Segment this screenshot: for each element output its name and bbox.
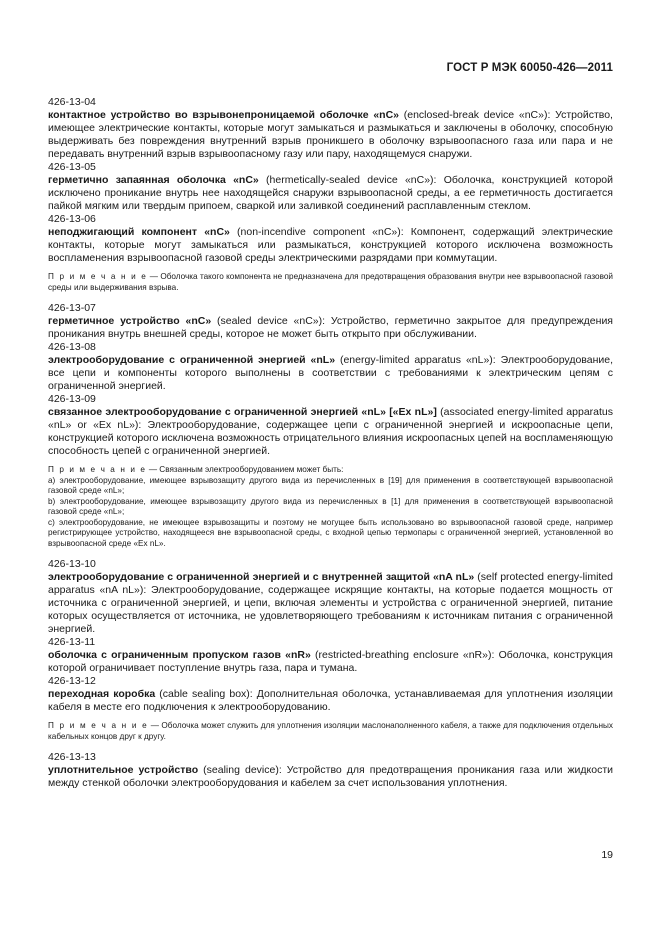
entry-426-13-05 (48, 161, 613, 213)
entry-term: герметично запаянная оболочка «nC» (48, 174, 259, 186)
entry-text: (non-incendive component «nC»): Компонент, содержащий электрические контакты, которые могут замыкаться или размыкаться, конструкцией которого исключена возможность воспламенения взрывоопасной газовой среды электрическими разрядами при коммутации. (48, 226, 613, 264)
entry-426-13-04 (48, 96, 613, 161)
entry-426-13-06 (48, 213, 613, 265)
entry-term: неподжигающий компонент «nC» (48, 226, 230, 238)
entry-code: 426-13-06 (48, 213, 96, 225)
entry-426-13-11 (48, 636, 613, 675)
entry-426-13-09 (48, 393, 613, 458)
note-label: П р и м е ч а н и е (48, 721, 149, 730)
entry-definition (48, 315, 613, 341)
note-label: П р и м е ч а н и е (48, 465, 147, 474)
entry-426-13-12 (48, 675, 613, 714)
entry-term: герметичное устройство «nC» (48, 315, 212, 327)
entry-code: 426-13-11 (48, 636, 96, 648)
entry-definition (48, 226, 613, 265)
entry-code: 426-13-10 (48, 558, 96, 570)
note-text: — Оболочка такого компонента не предназначена для предотвращения образования внутри нее взрывоопасной газовой среды или выдерживания взрыва. (48, 272, 613, 292)
entry-text: (sealing device): Устройство для предотвращения проникания газа или жидкости между стенкой оболочки электрооборудования и кабелем за счет использования уплотнения. (48, 764, 613, 789)
standard-header: ГОСТ Р МЭК 60050-426—2011 (446, 62, 613, 74)
note-label: П р и м е ч а н и е (48, 272, 148, 281)
entry-text: (energy-limited apparatus «nL»): Электрооборудование, все цепи и компоненты которого выполнены в соответствии с требованиями к электрическим цепям с ограниченной энергией. (48, 354, 614, 392)
entry-code: 426-13-13 (48, 751, 96, 763)
entry-text: (sealed device «nC»): Устройство, герметично закрытое для предупреждения проникания внутрь внешней среды, которое не может быть открыто при обслуживании. (48, 315, 613, 340)
entry-code: 426-13-09 (48, 393, 96, 405)
entry-426-13-07 (48, 302, 613, 341)
note-item-b: b) электрооборудование, имеющее взрывозащиту другого вида из перечисленных в [1] для применения в соответствующей взрывоопасной газовой среде «nL»; (48, 496, 613, 516)
entry-426-13-08 (48, 341, 613, 393)
entry-term: уплотнительное устройство (48, 764, 199, 776)
entry-term: оболочка с ограниченным пропуском газов «nR» (48, 649, 311, 661)
document-body (48, 96, 613, 790)
entry-definition (48, 764, 613, 790)
entry-definition (48, 688, 613, 714)
entry-definition (48, 571, 613, 636)
note-text: — Оболочка может служить для уплотнения изоляции маслонаполненного кабеля, а также для подключения отдельных кабельных концов друг к другу. (48, 721, 613, 741)
note-item-a: a) электрооборудование, имеющее взрывозащиту другого вида из перечисленных в [19] для применения в соответствующей взрывоопасной газовой среде «nL»; (48, 475, 613, 495)
entry-definition (48, 174, 613, 213)
entry-term: переходная коробка (48, 688, 156, 700)
entry-definition (48, 406, 613, 458)
entry-text: (restricted-breathing enclosure «nR»): Оболочка, конструкция которой ограничивает поступление внутрь газа, пара и тумана. (48, 649, 613, 674)
entry-426-13-13 (48, 751, 613, 790)
note-426-13-12 (48, 721, 613, 742)
entry-term: контактное устройство во взрывонепроницаемой оболочке «nC» (48, 109, 399, 121)
entry-426-13-10 (48, 558, 613, 636)
entry-definition (48, 649, 613, 675)
entry-text: (cable sealing box): Дополнительная оболочка, устанавливаемая для уплотнения изоляции кабеля в месте его подключения к электрооборудованию. (48, 688, 613, 713)
entry-term: связанное электрооборудование с ограниченной энергией «nL» [«Ex nL»] (48, 406, 437, 418)
note-426-13-09 (48, 465, 613, 549)
entry-text: (enclosed-break device «nC»): Устройство, имеющее электрические контакты, которые могут замыкаться и размыкаться и заключены в оболочку, способную выдерживать без повреждения внутренний взрыв проникшего в оболочку взрывоопасного газа или пара и не передавать внутренний взрыв взрывоопасному газу или пару, находящемуся снаружи. (48, 109, 613, 160)
note-text: — Связанным электрооборудованием может быть: (146, 465, 344, 474)
note-item-c: c) электрооборудование, не имеющее взрывозащиты и поэтому не могущее быть использовано во взрывоопасной газовой среде, например регистрирующее устройство, находящееся вне взрывоопасной среды, с входной цепью термопары с ограниченной энергией, установленной во взрывоопасной среде «Ex nL». (48, 517, 613, 548)
entry-definition (48, 354, 613, 393)
entry-code: 426-13-12 (48, 675, 96, 687)
entry-term: электрооборудование с ограниченной энергией и с внутренней защитой «nA nL» (48, 571, 475, 583)
entry-definition (48, 109, 613, 161)
note-426-13-06 (48, 272, 613, 293)
entry-code: 426-13-05 (48, 161, 96, 173)
entry-text: (self protected energy-limited apparatus «nA nL»): Электрооборудование, содержащее искрящие контакты, на которые подается мощность от источника с ограниченной энергией, и цепи, включая элементы и устройства с ограниченной энергией, питание которых осуществляется от источника, не удовлетворяющего требованиям к источникам питания с ограниченной энергией. (48, 571, 614, 635)
entry-code: 426-13-07 (48, 302, 96, 314)
entry-code: 426-13-04 (48, 96, 96, 108)
page-number: 19 (601, 849, 613, 861)
entry-code: 426-13-08 (48, 341, 96, 353)
entry-term: электрооборудование с ограниченной энергией «nL» (48, 354, 336, 366)
entry-text: (associated energy-limited apparatus «nL» or «Ex nL»): Электрооборудование, содержащее цепи с ограниченной энергией и искроопасные цепи, конструкцией которого исключена возможность отрицательного влияния искроопасных цепей на воспламеняющую способность цепей с ограниченной энергией. (48, 406, 614, 457)
entry-text: (hermetically-sealed device «nC»): Оболочка, конструкцией которой исключено проникание внутрь нее находящейся снаружи взрывоопасной среды, а ее герметичность достигается пайкой мягким или твердым припоем, сваркой или заливкой соединений расплавленным стеклом. (48, 174, 613, 212)
